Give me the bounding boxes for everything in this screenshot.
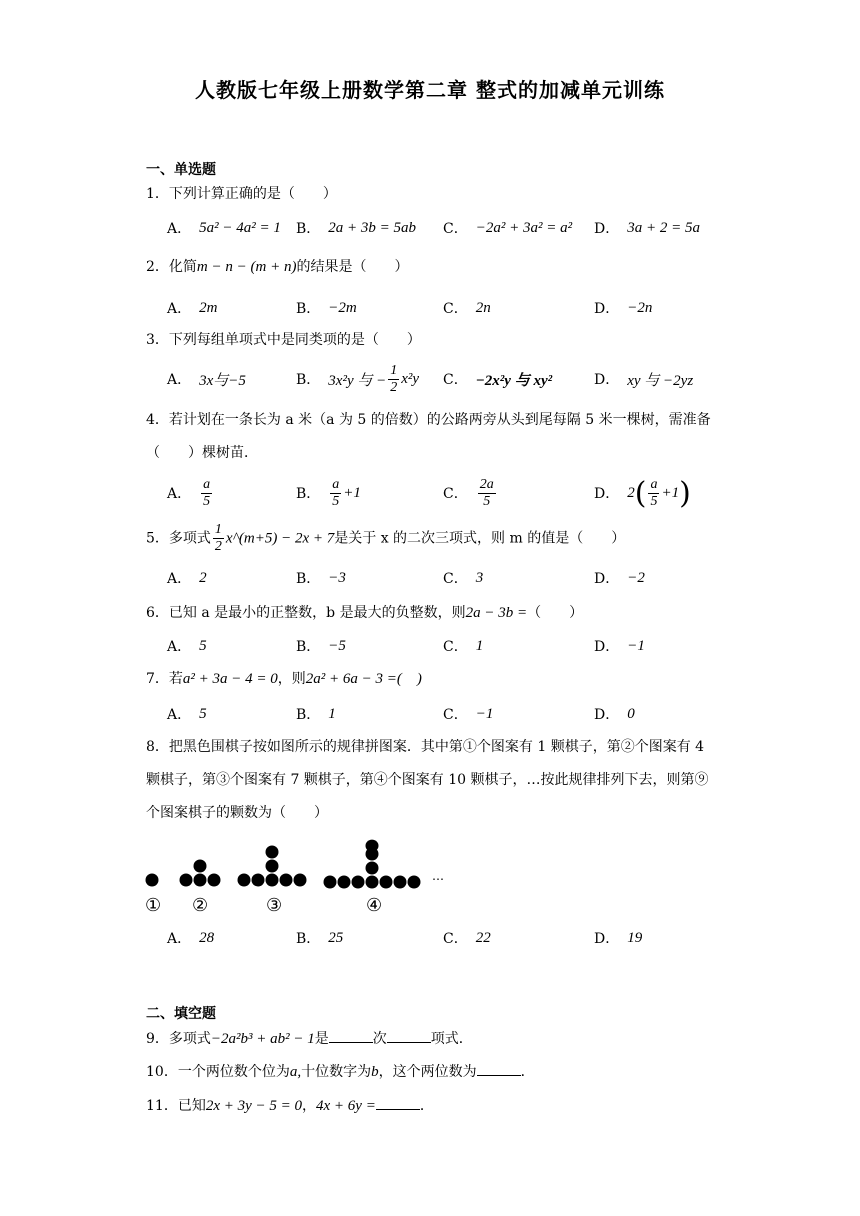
question-11-stem: 11．已知2x + 3y − 5 = 0，4x + 6y = ． — [146, 1090, 434, 1123]
option-c: C． −2x²y 与 xy² — [443, 372, 553, 389]
question-3-stem: 3．下列每组单项式中是同类项的是（ ） — [146, 332, 421, 348]
option-c: C． −1 — [443, 705, 494, 723]
stone — [352, 876, 365, 889]
option-a: A． 2m — [167, 299, 218, 317]
question-6-options — [167, 626, 727, 666]
option-c: C． 2n — [443, 299, 491, 317]
stone — [146, 874, 159, 887]
section-heading-fill-blank: 二、填空题 — [146, 1006, 216, 1022]
option-d: D． 2 ( $\frac{a}{5}$ +1 ) — [594, 475, 691, 511]
question-8-options — [167, 918, 727, 958]
option-c: C． $\frac{2a}{5}$ — [443, 476, 494, 509]
option-d: D． 3a + 2 = 5a — [594, 219, 700, 237]
stone — [266, 874, 279, 887]
question-3-options — [167, 359, 727, 399]
answer-blank[interactable] — [477, 1061, 521, 1076]
question-4-options — [167, 473, 727, 513]
question-7-options — [167, 694, 727, 734]
option-a: A． 5a² − 4a² = 1 — [167, 219, 281, 237]
question-9-stem: 9．多项式−2a²b³ + ab² − 1是 次 项式． — [146, 1023, 473, 1056]
option-d: D． −2n — [594, 299, 653, 317]
option-b: B． 2a + 3b = 5ab — [296, 219, 417, 237]
option-a: A． 2 — [167, 569, 207, 587]
option-c: C． 1 — [443, 637, 484, 655]
question-5-options — [167, 558, 727, 598]
section-heading-single-choice: 一、单选题 — [146, 162, 216, 178]
option-b: B． −5 — [296, 637, 346, 655]
question-2-stem: 2．化简m − n − (m + n)的结果是（ ） — [146, 259, 409, 275]
option-d: D． −2 — [594, 569, 645, 587]
question-1-options — [167, 208, 727, 248]
option-a: A． 5 — [167, 637, 207, 655]
answer-blank[interactable] — [387, 1028, 431, 1043]
stone — [338, 876, 351, 889]
pattern-label-4: ④ — [366, 895, 383, 916]
option-c: C． 3 — [443, 569, 484, 587]
answer-blank[interactable] — [329, 1028, 373, 1043]
option-b: B． $\frac{a}{5}$ +1 — [296, 476, 361, 509]
stone — [394, 876, 407, 889]
stone — [238, 874, 251, 887]
option-c: C． −2a² + 3a² = a² — [443, 219, 573, 237]
stone — [366, 876, 379, 889]
question-2-options — [167, 288, 727, 328]
option-b: B． −3 — [296, 569, 346, 587]
pattern-label-2: ② — [192, 895, 209, 916]
stone — [280, 874, 293, 887]
stone — [194, 860, 207, 873]
stone — [194, 874, 207, 887]
go-stone-pattern-figure — [140, 836, 460, 916]
fraction: $\frac{1}{2}$ — [390, 362, 398, 395]
option-b: B． 1 — [296, 705, 336, 723]
pattern-ellipsis: … — [432, 869, 444, 883]
option-a: A． 28 — [167, 929, 215, 947]
stone — [180, 874, 193, 887]
stone — [408, 876, 421, 889]
stone — [380, 876, 393, 889]
pattern-label-3: ③ — [266, 895, 283, 916]
option-b: B． −2m — [296, 299, 357, 317]
option-d: D． −1 — [594, 637, 645, 655]
option-c: C． 22 — [443, 929, 491, 947]
stone — [208, 874, 221, 887]
stone — [366, 840, 379, 852]
page-title: 人教版七年级上册数学第二章 整式的加减单元训练 — [195, 78, 665, 102]
option-a: A． 5 — [167, 705, 207, 723]
question-10-stem: 10．一个两位数个位为a,十位数字为b，这个两位数为 ． — [146, 1056, 535, 1089]
option-a: A． $\frac{a}{5}$ — [167, 476, 211, 509]
answer-blank[interactable] — [376, 1095, 420, 1110]
stone — [366, 862, 379, 875]
option-d: D． 19 — [594, 929, 643, 947]
stone — [252, 874, 265, 887]
question-6-stem: 6．已知 a 是最小的正整数，b 是最大的负整数，则2a − 3b =（ ） — [146, 605, 584, 621]
question-7-stem: 7．若a² + 3a − 4 = 0，则2a² + 6a − 3 =( ) — [146, 671, 422, 687]
question-5-stem: 5．多项式 $\frac{1}{2}$ x^(m+5) − 2x + 7是关于 x 的二次三项式，则 m 的值是（ ） — [146, 522, 626, 554]
stone — [294, 874, 307, 887]
question-4-stem: 4．若计划在一条长为 a 米（a 为 5 的倍数）的公路两旁从头到尾每隔 5 米一棵树，需准备（ ）棵树苗． — [146, 412, 711, 461]
option-d: D． xy 与 −2yz — [594, 372, 694, 389]
pattern-label-1: ① — [145, 895, 162, 916]
option-b: B． 25 — [296, 929, 344, 947]
question-8-stem: 8．把黑色围棋子按如图所示的规律拼图案．其中第①个图案有 1 颗棋子，第②个图案有 4 颗棋子，第③个图案有 7 颗棋子，第④个图案有 10 颗棋子，…按此规律排列下去，则第⑨个图案棋子的颗数为（ ） — [146, 739, 709, 821]
question-1-stem: 1．下列计算正确的是（ ） — [146, 186, 337, 202]
stone — [266, 846, 279, 859]
stone — [324, 876, 337, 889]
stone — [266, 860, 279, 873]
option-d: D． 0 — [594, 705, 635, 723]
option-a: A． 3x与−5 — [167, 372, 246, 389]
option-b: B． 3x²y 与 − $\frac{1}{2}$ x²y — [296, 362, 420, 395]
